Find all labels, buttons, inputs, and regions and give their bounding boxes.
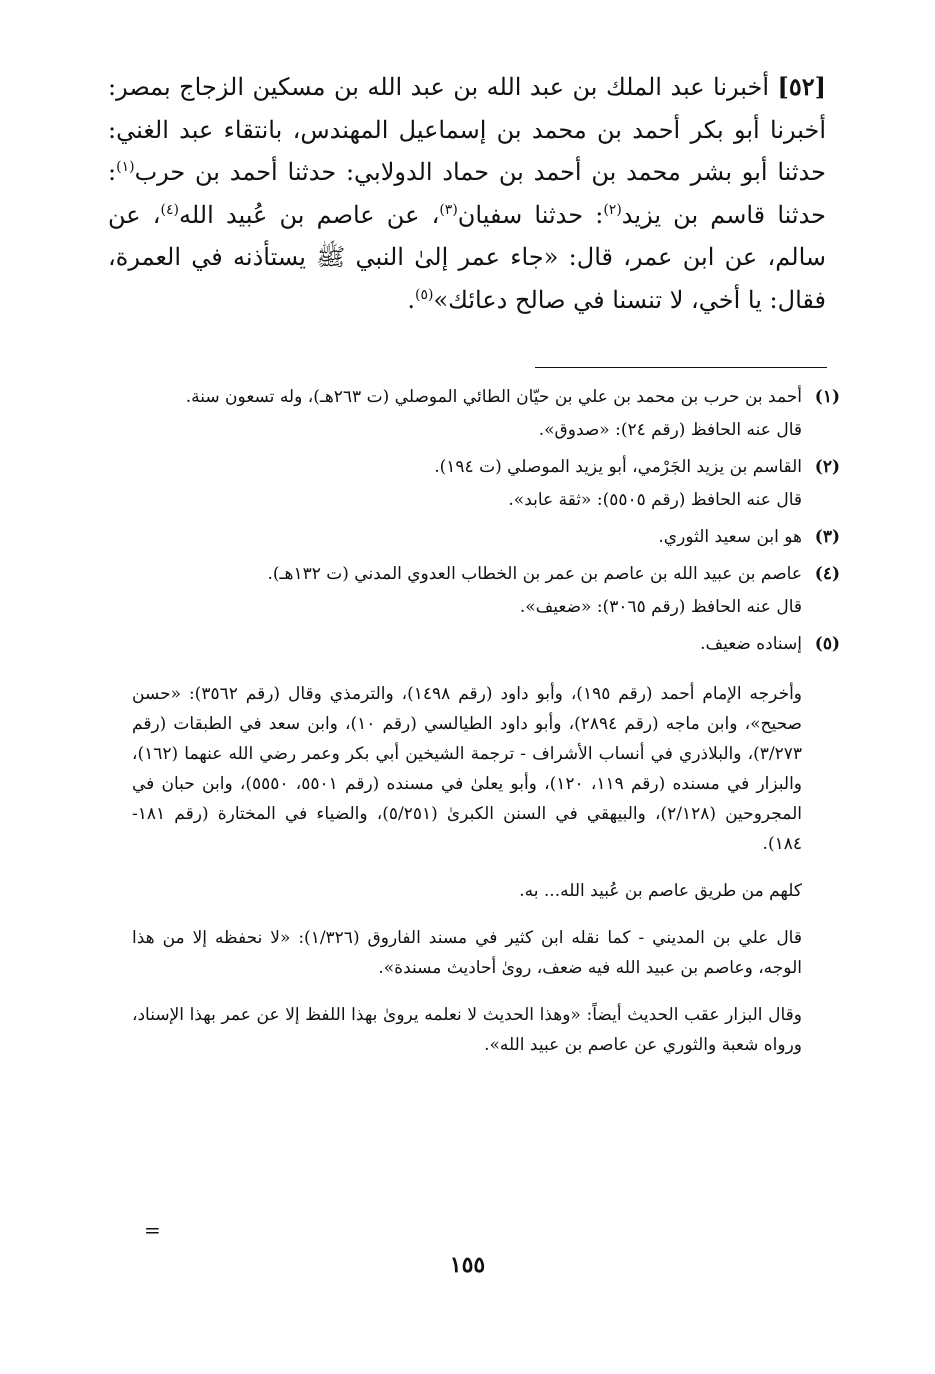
footnote-ref: (٤) xyxy=(160,201,179,218)
footnote-body xyxy=(132,382,802,448)
hadith-text-part: : حدثنا سفيان xyxy=(457,200,604,229)
footnote-separator xyxy=(535,367,827,368)
hadith-text xyxy=(108,66,826,321)
footnote-5-quote-madini: قال علي بن المديني - كما نقله ابن كثير في مسند الفاروق (١/٣٢٦): «لا نحفظه إلا من هذا الوجه، وعاصم بن عبيد الله فيه ضعف، روىٰ أحاديث مسندة». xyxy=(132,928,802,978)
footnote-ref: (٢) xyxy=(603,201,622,218)
continuation-mark: = xyxy=(144,1218,161,1242)
footnote-5-chain: كلهم من طريق عاصم بن عُبيد الله... به. xyxy=(519,881,802,901)
footnote-text: أحمد بن حرب بن محمد بن علي بن حيّان الطائي الموصلي (ت ٢٦٣هـ)، وله تسعون سنة. xyxy=(185,387,802,407)
footnotes xyxy=(132,382,840,1064)
footnote-text: هو ابن سعيد الثوري. xyxy=(658,527,802,547)
footnote-grading: قال عنه الحافظ (رقم ٢٤): «صدوق». xyxy=(538,420,802,440)
footnote-text: القاسم بن يزيد الجَرْمي، أبو يزيد الموصلي (ت ١٩٤). xyxy=(434,457,802,477)
footnote-number: (٤) xyxy=(814,564,840,584)
page-number: ١٥٥ xyxy=(449,1252,486,1278)
footnote-1 xyxy=(132,382,840,448)
footnote-grading: قال عنه الحافظ (رقم ٣٠٦٥): «ضعيف». xyxy=(519,597,802,617)
footnote-number: (٢) xyxy=(814,457,840,477)
footnote-4 xyxy=(132,559,840,625)
footnote-number: (١) xyxy=(814,387,840,407)
footnote-grading: قال عنه الحافظ (رقم ٥٥٠٥): «ثقة عابد». xyxy=(508,490,802,510)
footnote-3 xyxy=(132,522,840,555)
hadith-text-part: أخبرنا عبد الملك بن عبد الله بن عبد الله بن مسكين الزجاج بمصر: أخبرنا أبو بكر أحمد بن محمد بن إسماعيل المهندس، بانتقاء عبد الغني: حدثنا أبو بشر محمد بن أحمد بن حماد الدولابي: حدثنا أحمد بن حرب xyxy=(108,73,826,186)
hadith-text-part: . xyxy=(407,285,415,314)
footnote-body xyxy=(132,452,802,518)
hadith-paragraph xyxy=(108,66,826,321)
footnote-5-sources: وأخرجه الإمام أحمد (رقم ١٩٥)، وأبو داود (رقم ١٤٩٨)، والترمذي وقال (رقم ٣٥٦٢): «حسن صحيح»، وابن ماجه (رقم ٢٨٩٤)، وأبو داود الطيالسي (رقم ١٠)، وابن سعد في الطبقات (رقم ٣/٢٧٣)، والبلاذري في أنساب الأشراف - ترجمة الشيخين أبي بكر وعمر رضي الله عنهما (١٦٢)، والبزار في مسنده (رقم ١١٩، ١٢٠)، وأبو يعلىٰ في مسنده (رقم ٥٥٠١، ٥٥٥٠)، وابن حبان في المجروحين (٢/١٢٨)، والبيهقي في السنن الكبرىٰ (٥/٢٥١)، والضياء في المختارة (رقم ١٨١- ١٨٤). xyxy=(132,684,803,854)
hadith-text-part: : حدثنا قاسم بن يزيد xyxy=(108,158,826,229)
footnote-ref: (١) xyxy=(116,159,135,175)
footnote-body xyxy=(132,522,802,555)
hadith-number: [٥٢] xyxy=(777,72,826,101)
footnote-body xyxy=(132,559,802,625)
footnote-5 xyxy=(132,629,840,662)
footnote-number: (٣) xyxy=(814,527,840,547)
hadith-text-part: ، عن عاصم بن عُبيد الله xyxy=(178,200,440,229)
hadith-text-part: ، عن سالم، عن ابن عمر، قال: «جاء عمر إلىٰ النبي ﷺ يستأذنه في العمرة، فقال: يا أخي، لا تنسنا في صالح دعائك» xyxy=(108,200,826,314)
footnote-text: عاصم بن عبيد الله بن عاصم بن عمر بن الخطاب العدوي المدني (ت ١٣٢هـ). xyxy=(267,564,802,584)
footnote-2 xyxy=(132,452,840,518)
footnote-number: (٥) xyxy=(814,634,840,654)
footnote-ref: (٥) xyxy=(414,286,434,303)
footnote-text: إسناده ضعيف. xyxy=(700,634,802,654)
footnote-ref: (٣) xyxy=(439,201,458,218)
footnote-body xyxy=(132,629,802,662)
footnote-5-quote-bazzar: وقال البزار عقب الحديث أيضاً: «وهذا الحديث لا نعلمه يروىٰ بهذا اللفظ إلا عن عمر بهذا الإسناد، ورواه شعبة والثوري عن عاصم بن عبيد الله». xyxy=(132,1005,802,1055)
